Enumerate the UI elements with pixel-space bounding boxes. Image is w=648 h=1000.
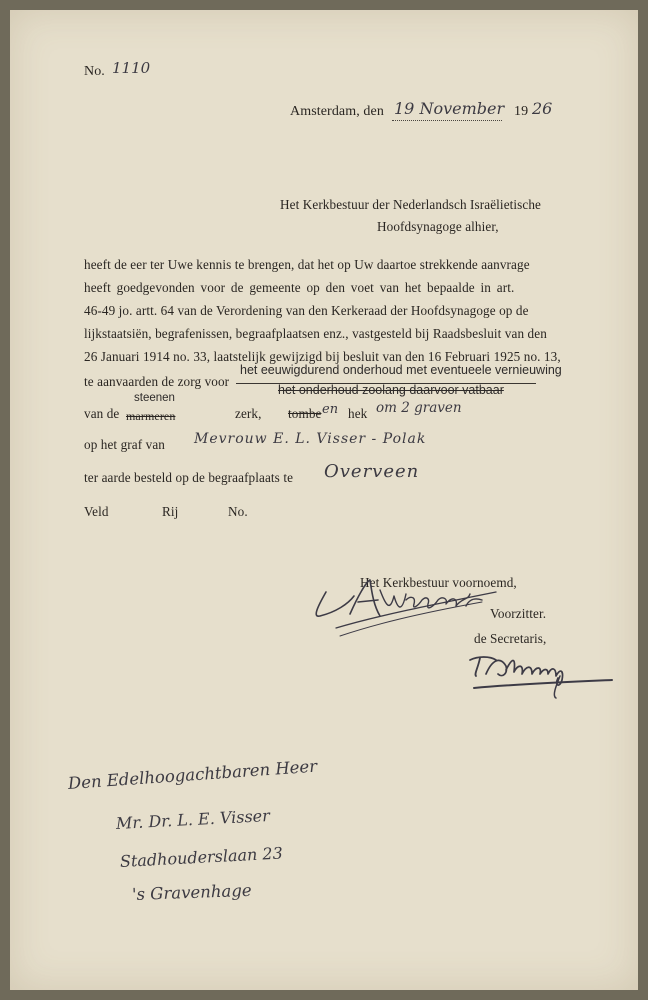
issuer-line-1: Het Kerkbestuur der Nederlandsch Israëlietische bbox=[280, 197, 542, 212]
graf-handwritten: Mevrouw E. L. Visser - Polak bbox=[194, 431, 427, 447]
date-handwritten: 19 November bbox=[394, 99, 505, 118]
secretary-signature bbox=[456, 646, 616, 706]
year-prefix: 19 bbox=[514, 104, 529, 119]
care-struck: het onderhoud zoolang daarvoor vatbaar bbox=[278, 383, 504, 397]
issuer-line-2: Hoofdsynagoge alhier, bbox=[377, 219, 499, 234]
voorzitter-label: Voorzitter. bbox=[490, 606, 547, 621]
year-suffix: 26 bbox=[532, 99, 553, 118]
body-line-5: 26 Januari 1914 no. 33, laatstelijk gewijzigd bij besluit van den 16 Februari 1925 no. 13, bbox=[84, 349, 561, 364]
no-label: No. bbox=[228, 504, 248, 519]
aarde-handwritten: Overveen bbox=[324, 461, 420, 482]
graf-label: op het graf van bbox=[84, 437, 165, 452]
care-label: te aanvaarden de zorg voor bbox=[84, 374, 230, 389]
number-value: 1110 bbox=[112, 59, 151, 77]
number-label: No. bbox=[84, 64, 105, 79]
hek-handwritten: om 2 graven bbox=[376, 400, 462, 416]
place-label: Amsterdam, den bbox=[290, 104, 384, 119]
address-line-3: Stadhouderslaan 23 bbox=[119, 843, 284, 871]
material-struck: marmeren bbox=[126, 409, 176, 423]
secretaris-label: de Secretaris, bbox=[474, 631, 547, 646]
address-line-2: Mr. Dr. L. E. Visser bbox=[115, 805, 271, 833]
date-dotted-line bbox=[392, 120, 502, 121]
closing-line: Het Kerkbestuur voornoemd, bbox=[360, 575, 517, 590]
address-line-1: Den Edelhoogachtbaren Heer bbox=[67, 756, 318, 793]
rij-label: Rij bbox=[162, 504, 179, 519]
hek-label: hek bbox=[348, 406, 368, 421]
body-line-3: 46-49 jo. artt. 64 van de Verordening van den Kerkeraad der Hoofdsynagoge op de bbox=[84, 303, 529, 318]
aarde-label: ter aarde besteld op de begraafplaats te bbox=[84, 470, 294, 485]
tombe-struck: tombe bbox=[288, 406, 322, 421]
material-typed: steenen bbox=[134, 392, 175, 404]
body-line-4: lijkstaatsiën, begrafenissen, begraafplaatsen enz., vastgesteld bij Raadsbesluit van den bbox=[84, 326, 547, 341]
zerk-label: zerk, bbox=[235, 406, 262, 421]
address-line-4: 's Gravenhage bbox=[131, 880, 252, 904]
body-line-1: heeft de eer ter Uwe kennis te brengen, dat het op Uw daartoe strekkende aanvrage bbox=[84, 257, 530, 272]
care-typed: het eeuwigdurend onderhoud met eventueele vernieuwing bbox=[240, 363, 562, 377]
body-line-2: heeft goedgevonden voor de gemeente op den voet van het bepaalde in art. bbox=[84, 280, 515, 295]
vande-label: van de bbox=[84, 406, 120, 421]
letter-page bbox=[10, 10, 638, 990]
en-handwritten: en bbox=[322, 402, 339, 417]
veld-label: Veld bbox=[84, 504, 109, 519]
